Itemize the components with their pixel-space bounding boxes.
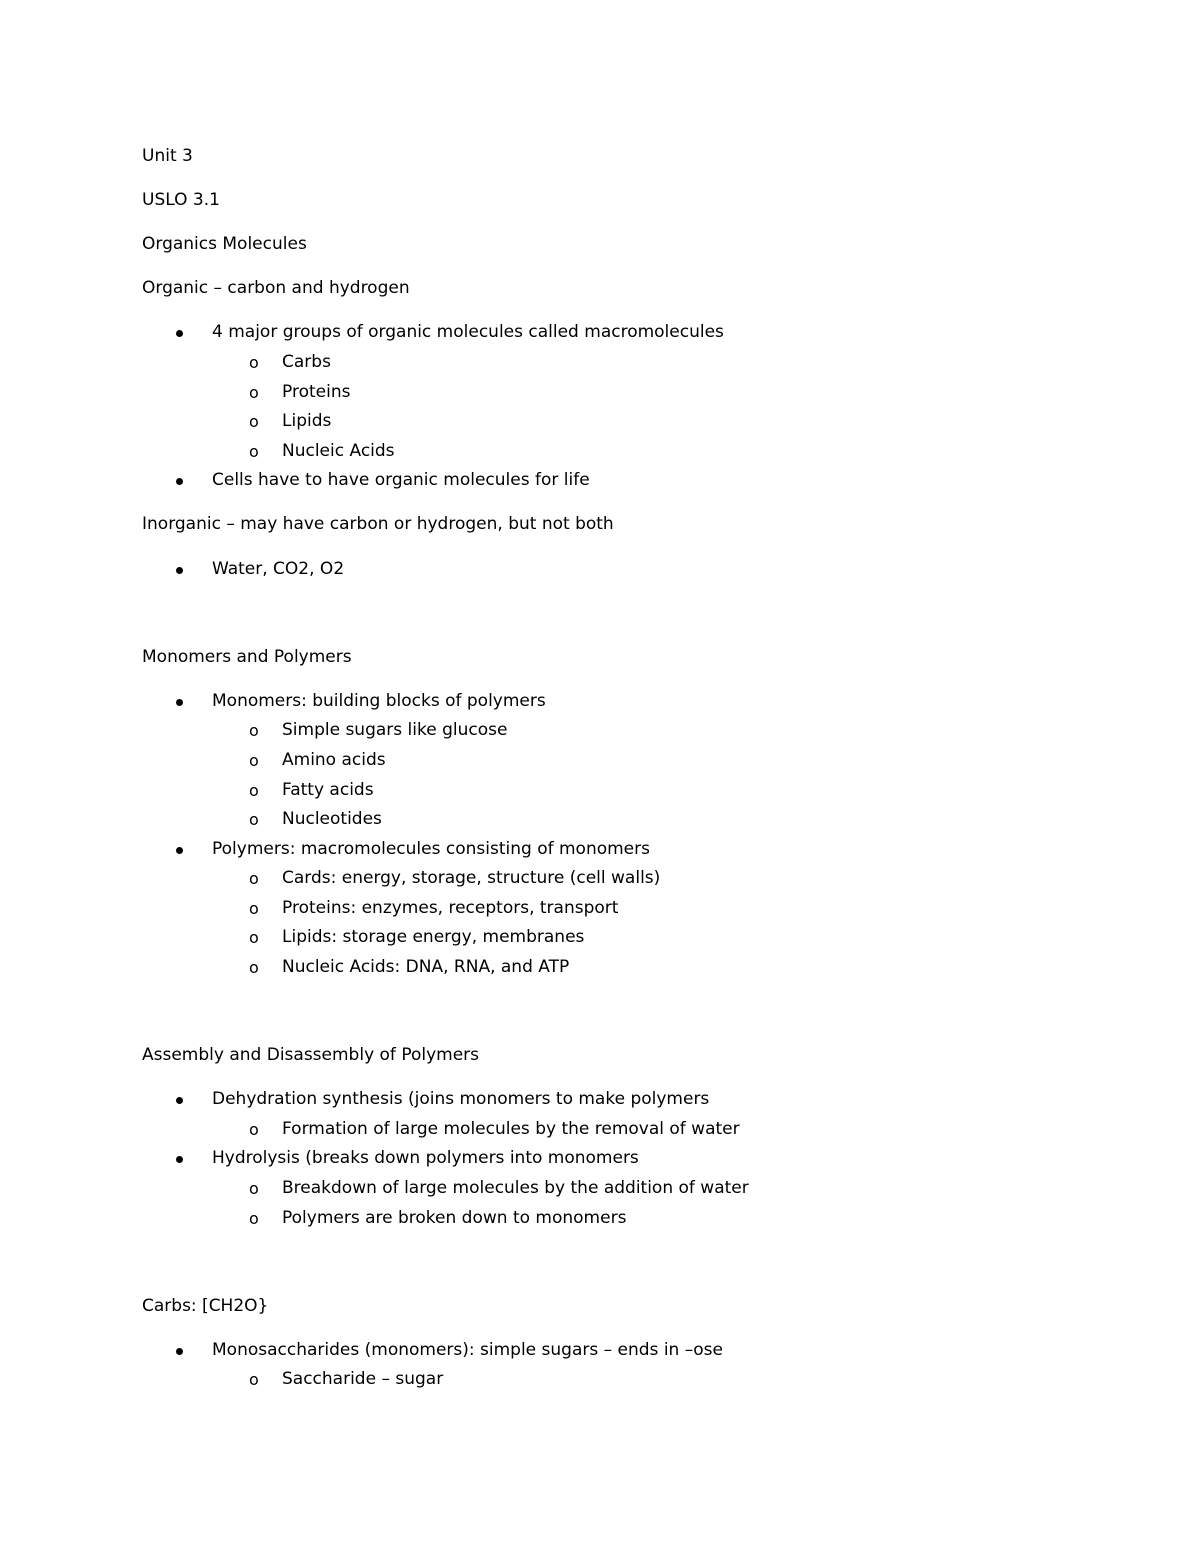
list-item: Hydrolysis (breaks down polymers into monomers xyxy=(142,1144,1102,1174)
carbs-list xyxy=(142,1336,1102,1395)
inorganic-definition: Inorganic – may have carbon or hydrogen, but not both xyxy=(142,514,614,535)
assembly-list xyxy=(142,1085,1102,1233)
sub-list-item: o Amino acids xyxy=(142,746,1102,776)
organic-definition: Organic – carbon and hydrogen xyxy=(142,278,410,299)
sub-list-item: o Nucleotides xyxy=(142,805,1102,835)
sub-list-item: o Carbs xyxy=(142,348,1102,378)
list-item: Dehydration synthesis (joins monomers to make polymers xyxy=(142,1085,1102,1115)
section-title-organic-molecules: Organics Molecules xyxy=(142,234,307,255)
list-item: Polymers: macromolecules consisting of monomers xyxy=(142,835,1102,865)
sub-list-item: o Formation of large molecules by the removal of water xyxy=(142,1115,1102,1145)
sub-list-item: o Nucleic Acids: DNA, RNA, and ATP xyxy=(142,953,1102,983)
inorganic-list xyxy=(142,555,1102,585)
sub-list-item: o Saccharide – sugar xyxy=(142,1365,1102,1395)
list-item: Monosaccharides (monomers): simple sugars – ends in –ose xyxy=(142,1336,1102,1366)
list-item: Monomers: building blocks of polymers xyxy=(142,687,1102,717)
sub-list-item: o Cards: energy, storage, structure (cell walls) xyxy=(142,864,1102,894)
unit-heading: Unit 3 xyxy=(142,146,193,166)
sub-list-item: o Proteins: enzymes, receptors, transport xyxy=(142,894,1102,924)
sub-list-item: o Lipids xyxy=(142,407,1102,437)
sub-list-item: o Lipids: storage energy, membranes xyxy=(142,923,1102,953)
list-item: 4 major groups of organic molecules called macromolecules xyxy=(142,318,1102,348)
blank-line xyxy=(142,997,1102,1041)
section-title-monomers-polymers: Monomers and Polymers xyxy=(142,646,352,667)
sub-list-item: o Proteins xyxy=(142,378,1102,408)
document-page xyxy=(142,142,1102,1410)
section-title-carbs: Carbs: [CH2O} xyxy=(142,1295,269,1316)
blank-line xyxy=(142,599,1102,643)
list-item: Water, CO2, O2 xyxy=(142,555,1102,585)
organic-list xyxy=(142,318,1102,496)
uslo-heading: USLO 3.1 xyxy=(142,190,220,211)
list-item: Cells have to have organic molecules for life xyxy=(142,466,1102,496)
sub-list-item: o Simple sugars like glucose xyxy=(142,716,1102,746)
blank-line xyxy=(142,1248,1102,1292)
sub-list-item: o Nucleic Acids xyxy=(142,437,1102,467)
sub-list-item: o Polymers are broken down to monomers xyxy=(142,1204,1102,1234)
section-title-assembly: Assembly and Disassembly of Polymers xyxy=(142,1045,480,1066)
sub-list-item: o Fatty acids xyxy=(142,776,1102,806)
monomers-polymers-list xyxy=(142,687,1102,983)
sub-list-item: o Breakdown of large molecules by the addition of water xyxy=(142,1174,1102,1204)
